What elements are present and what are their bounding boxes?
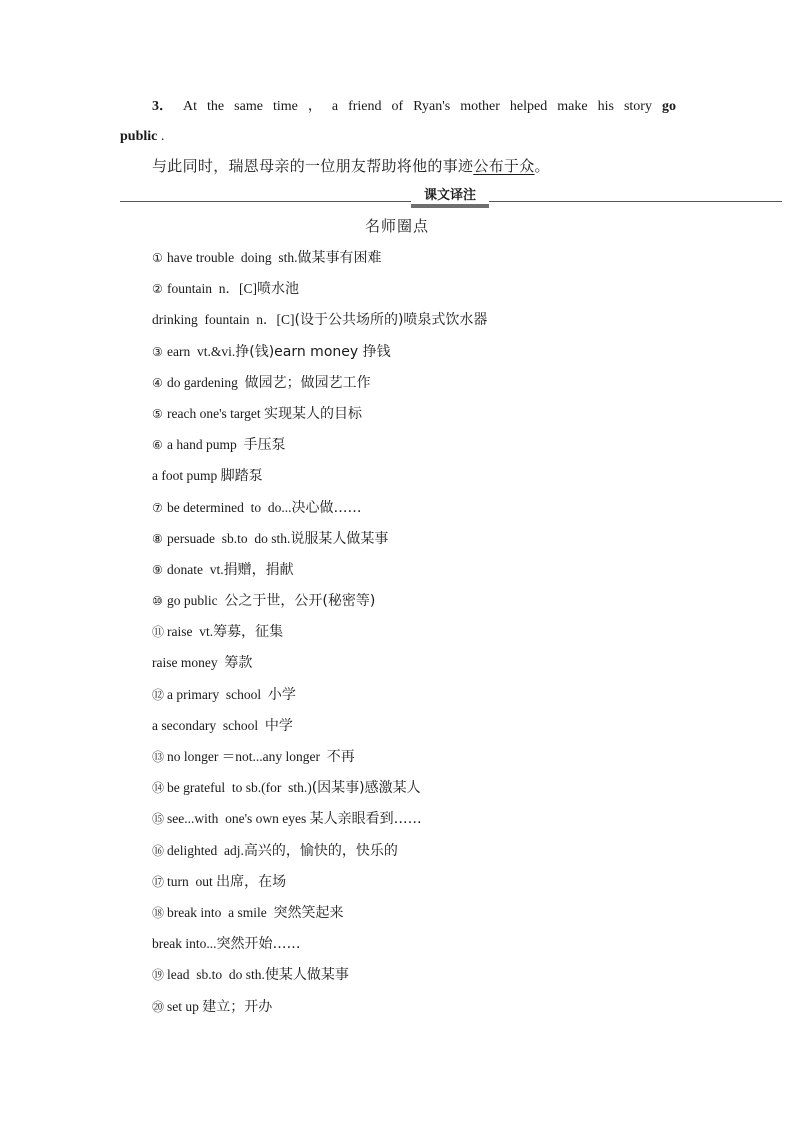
note-number: ⑫ [152, 687, 165, 702]
note-english: be determined to do... [167, 499, 292, 515]
example-word: same [234, 99, 263, 114]
note-english: have trouble doing sth. [167, 250, 298, 265]
section-heading [411, 187, 489, 204]
note-number: ⑪ [152, 625, 165, 640]
note-number: ⑳ [152, 999, 165, 1014]
note-chinese: 某人亲眼看到…… [309, 811, 422, 828]
note-item [152, 558, 772, 589]
note-chinese: 捐赠，捐献 [223, 561, 294, 578]
example-word: a [331, 99, 339, 114]
note-number: ⑭ [152, 781, 165, 796]
note-chinese: 做园艺；做园艺工作 [244, 374, 371, 391]
section-heading-label: 课文译注 [423, 188, 476, 203]
note-english: do gardening [167, 374, 245, 390]
note-english: turn out [167, 873, 217, 889]
note-english: break into a smile [167, 904, 274, 920]
note-item [152, 496, 772, 527]
example-word: make [557, 99, 588, 114]
note-chinese: 突然笑起来 [273, 904, 344, 921]
note-item [152, 807, 772, 838]
example-word: the [207, 99, 225, 114]
note-chinese: 说服某人做某事 [290, 530, 389, 547]
note-number: ⑤ [152, 406, 163, 421]
note-number: ⑯ [152, 843, 165, 858]
example-period: . [160, 129, 165, 144]
note-chinese: 中学 [264, 717, 293, 734]
example-sentence-line1 [152, 96, 676, 118]
note-chinese: 决心做…… [291, 499, 362, 516]
note-english: a hand pump [167, 437, 244, 453]
note-item [152, 464, 772, 495]
note-chinese: 小学 [267, 686, 296, 703]
note-number: ④ [152, 375, 163, 390]
note-chinese: 不再 [326, 749, 355, 765]
note-english: donate vt. [167, 561, 224, 577]
note-item [152, 308, 772, 339]
note-chinese: 实现某人的目标 [264, 405, 363, 422]
note-number: ① [152, 251, 163, 265]
example-word: time [272, 99, 298, 114]
note-number: ⑮ [152, 812, 165, 827]
translation-end: 。 [534, 157, 550, 175]
note-chinese: (设于公共场所的)喷泉式饮水器 [294, 312, 488, 329]
note-english: go public [167, 593, 225, 609]
note-english: raise vt. [167, 624, 214, 640]
note-item [152, 839, 772, 870]
example-word: his [597, 99, 614, 114]
note-chinese: 手压泵 [243, 437, 286, 454]
example-word: Ryan's [413, 99, 451, 114]
note-item [152, 745, 772, 776]
note-item [152, 402, 772, 433]
example-number: 3． [152, 99, 173, 114]
note-english: raise money [152, 655, 225, 671]
note-item [152, 901, 772, 932]
note-chinese: 挣(钱)earn money 挣钱 [235, 343, 391, 360]
note-english: a secondary school [152, 717, 265, 733]
example-word: mother [460, 99, 500, 114]
note-english: a foot pump [152, 468, 221, 484]
example-word: story [623, 99, 652, 114]
example-word: helped [509, 99, 548, 114]
note-chinese: 突然开始…… [216, 936, 301, 953]
note-chinese: 筹募，征集 [213, 624, 284, 641]
note-number: ② [152, 282, 163, 297]
example-word: friend [348, 99, 382, 114]
note-english: reach one's target [167, 405, 265, 421]
note-chinese: 建立；开办 [202, 998, 273, 1015]
note-chinese: 公之于世，公开(秘密等) [224, 593, 376, 610]
note-chinese: 高兴的，愉快的，快乐的 [243, 842, 398, 859]
example-sentence-line2 [120, 126, 164, 148]
note-chinese: 喷水池 [257, 281, 299, 298]
example-keyword: go [661, 99, 676, 114]
note-chinese: 筹款 [224, 655, 253, 672]
note-item [152, 277, 772, 308]
note-english: be grateful to sb.(for sth.) [167, 780, 312, 796]
note-english: earn vt.&vi. [167, 343, 236, 359]
note-english: a primary school [167, 686, 268, 702]
note-item [152, 776, 772, 807]
example-word: At [183, 99, 198, 114]
note-item [152, 932, 772, 963]
note-english: persuade sb.to do sth. [167, 530, 291, 546]
note-english: delighted adj. [167, 842, 244, 858]
note-chinese: (因某事)感激某人 [311, 780, 421, 797]
section-heading-bar [411, 204, 489, 208]
example-translation [152, 154, 550, 178]
note-item [152, 340, 772, 371]
note-chinese: 使某人做某事 [264, 967, 349, 984]
note-item [152, 870, 772, 901]
note-item [152, 683, 772, 714]
example-word: of [391, 99, 404, 114]
note-item [152, 714, 772, 745]
note-item [152, 963, 772, 994]
note-english: lead sb.to do sth. [167, 967, 265, 983]
note-number: ⑩ [152, 594, 163, 609]
note-english: break into... [152, 936, 217, 952]
note-number: ⑱ [152, 905, 165, 920]
note-english: see...with one's own eyes [167, 811, 310, 827]
note-item [152, 246, 772, 277]
note-number: ⑲ [152, 968, 165, 983]
note-item [152, 995, 772, 1026]
note-number: ⑰ [152, 874, 165, 889]
translation-underlined: 公布于众 [473, 157, 535, 175]
note-number: ⑨ [152, 562, 163, 577]
example-word: ， [307, 99, 322, 114]
note-item [152, 620, 772, 651]
note-item [152, 433, 772, 464]
note-chinese: 脚踏泵 [220, 468, 263, 485]
example-keyword: public [120, 129, 158, 144]
note-number: ⑧ [152, 531, 163, 546]
note-number: ⑬ [152, 750, 165, 764]
note-item [152, 371, 772, 402]
note-item [152, 527, 772, 558]
note-chinese: 出席，在场 [216, 873, 287, 890]
note-english: drinking fountain n．[C] [152, 312, 295, 328]
vocabulary-notes [152, 246, 772, 1026]
note-number: ③ [152, 344, 163, 359]
note-number: ⑦ [152, 500, 163, 515]
note-number: ⑥ [152, 438, 163, 453]
note-item [152, 651, 772, 682]
note-chinese: 做某事有困难 [297, 250, 382, 266]
note-english: set up [167, 998, 203, 1014]
notes-subtitle: 名师圈点 [364, 217, 429, 235]
note-item [152, 589, 772, 620]
note-english: no longer ＝not...any longer [167, 749, 327, 764]
note-english: fountain n．[C] [167, 281, 257, 297]
translation-text: 与此同时，瑞恩母亲的一位朋友帮助将他的事迹 [152, 157, 474, 175]
